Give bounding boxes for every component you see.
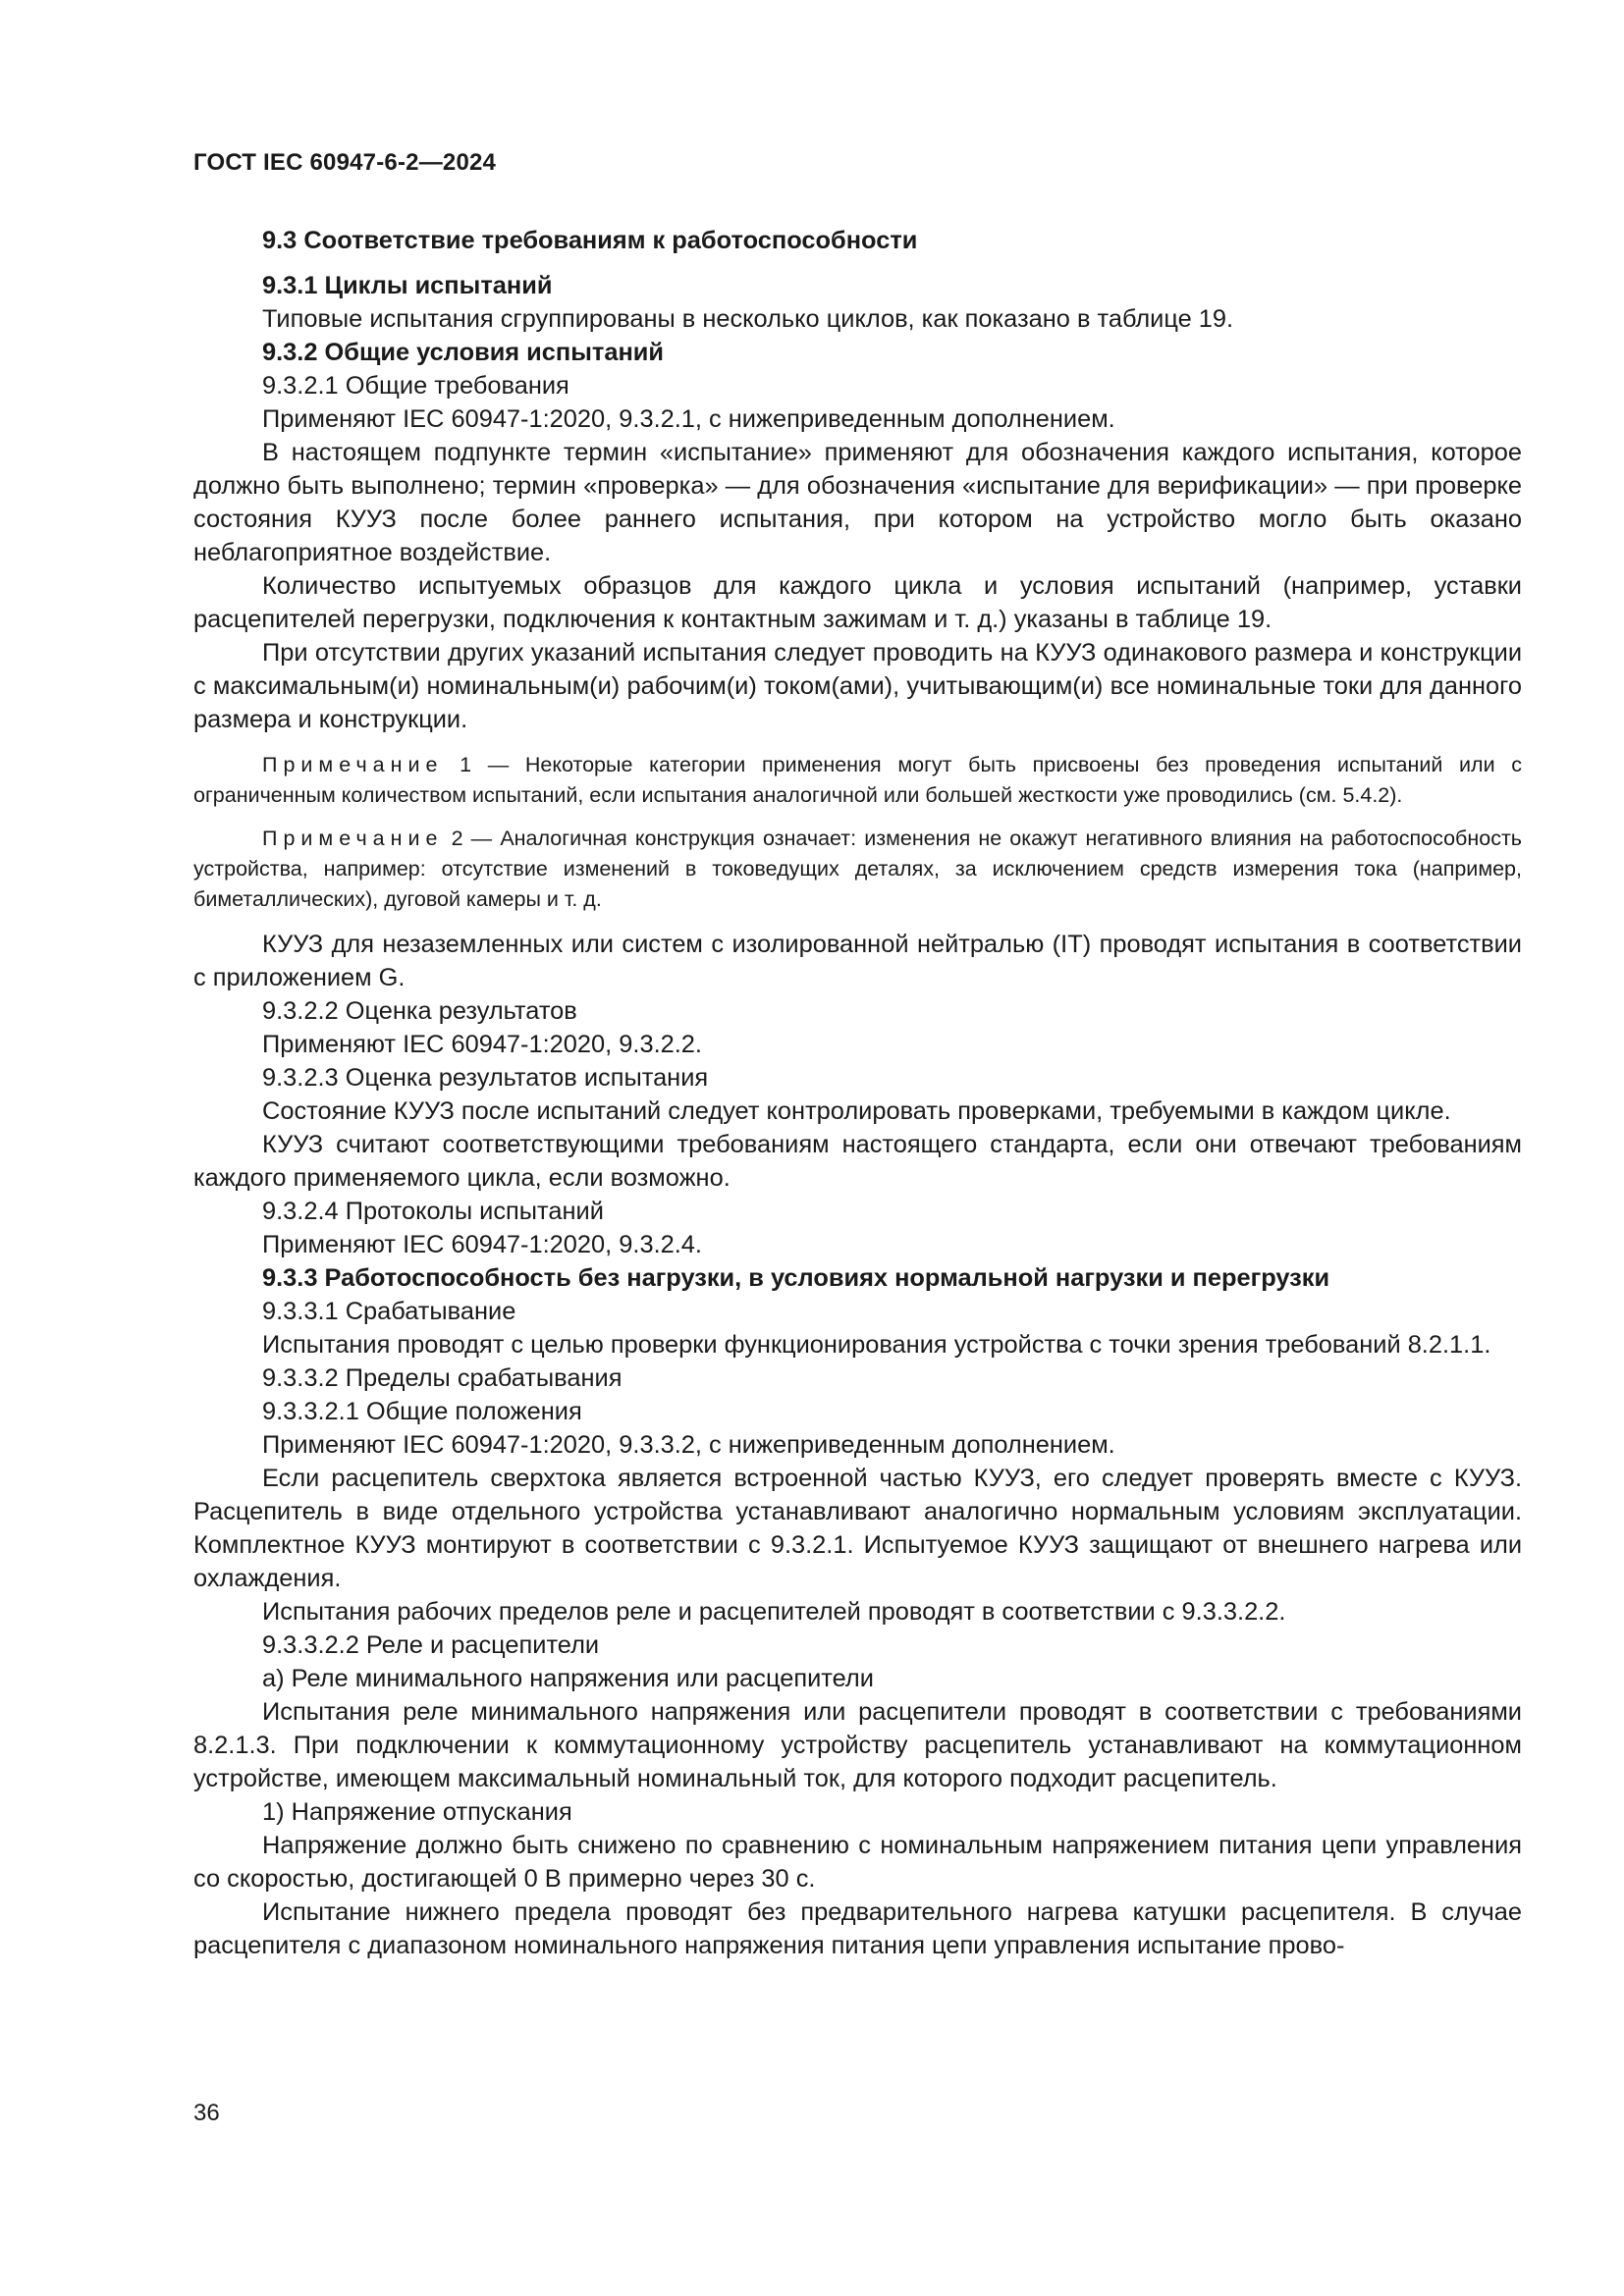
paragraph: Испытания реле минимального напряжения или расцепители проводят в соответствии с требованиями 8.2.1.3. При подключении к коммутационному устройству расцепитель устанавливают на коммутационном устройстве, имеющем максимальный номинальный ток, для которого подходит расцепитель. [193, 1698, 1522, 1792]
section-9-3-2-heading: 9.3.2 Общие условия испытаний [262, 339, 665, 366]
paragraph: Применяют IEC 60947-1:2020, 9.3.3.2, с нижеприведенным дополнением. [262, 1431, 1115, 1459]
paragraph: Испытания рабочих пределов реле и расцепителей проводят в соответствии с 9.3.3.2.2. [262, 1598, 1286, 1626]
paragraph: КУУЗ считают соответствующими требованиям настоящего стандарта, если они отвечают требованиям каждого применяемого цикла, если возможно. [193, 1131, 1522, 1192]
subsection-title: 9.3.3.2.1 Общие положения [262, 1398, 582, 1425]
note-2 [193, 824, 1522, 915]
paragraph: В настоящем подпункте термин «испытание» применяют для обозначения каждого испытания, которое должно быть выполнено; термин «проверка» — для обозначения «испытание для верификации» — при проверке состояния КУУЗ после более раннего испытания, при котором на устройство могло быть оказано неблагоприятное воздействие. [193, 439, 1522, 566]
paragraph: Применяют IEC 60947-1:2020, 9.3.2.2. [262, 1031, 702, 1058]
page-number: 36 [193, 2100, 220, 2126]
paragraph: Применяют IEC 60947-1:2020, 9.3.2.4. [262, 1231, 702, 1258]
paragraph: Испытания проводят с целью проверки функционирования устройства с точки зрения требований 8.2.1.1. [262, 1331, 1491, 1359]
subsection-title: 9.3.3.2 Пределы срабатывания [262, 1364, 623, 1392]
note-label: Примечание [262, 753, 444, 776]
subsection-title: 9.3.2.3 Оценка результатов испытания [262, 1064, 709, 1092]
paragraph: При отсутствии других указаний испытания следует проводить на КУУЗ одинакового размера и конструкции с максимальным(и) номинальным(и) рабочим(и) током(ами), учитывающим(и) все номинальные токи для данного размера и конструкции. [193, 639, 1522, 733]
paragraph: Состояние КУУЗ после испытаний следует контролировать проверками, требуемыми в каждом цикле. [262, 1097, 1451, 1125]
list-item-title: а) Реле минимального напряжения или расцепители [262, 1665, 874, 1692]
paragraph: Типовые испытания сгруппированы в несколько циклов, как показано в таблице 19. [262, 305, 1234, 333]
subsection-title: 9.3.2.1 Общие требования [262, 372, 569, 400]
list-item-title: 1) Напряжение отпускания [262, 1798, 572, 1826]
page-body [193, 224, 1522, 1962]
subsection-title: 9.3.2.4 Протоколы испытаний [262, 1198, 604, 1225]
document-header: ГОСТ IEC 60947-6-2—2024 [193, 149, 497, 176]
paragraph: Количество испытуемых образцов для каждого цикла и условия испытаний (например, уставки расцепителей перегрузки, подключения к контактным зажимам и т. д.) указаны в таблице 19. [193, 572, 1522, 633]
subsection-title: 9.3.3.2.2 Реле и расцепители [262, 1631, 600, 1659]
paragraph: Применяют IEC 60947-1:2020, 9.3.2.1, с нижеприведенным дополнением. [262, 405, 1115, 433]
paragraph: КУУЗ для незаземленных или систем с изолированной нейтралью (IT) проводят испытания в соответствии с приложением G. [193, 931, 1522, 991]
paragraph: Напряжение должно быть снижено по сравнению с номинальным напряжением питания цепи управления со скоростью, достигающей 0 В примерно через 30 с. [193, 1832, 1522, 1893]
note-label: Примечание [262, 827, 444, 850]
section-9-3-3-heading: 9.3.3 Работоспособность без нагрузки, в условиях нормальной нагрузки и перегрузки [262, 1264, 1330, 1292]
section-9-3-heading: 9.3 Соответствие требованиям к работоспособности [262, 227, 918, 254]
paragraph: Если расцепитель сверхтока является встроенной частью КУУЗ, его следует проверять вместе с КУУЗ. Расцепитель в виде отдельного устройства устанавливают аналогично нормальным условиям эксплуатации. Комплектное КУУЗ монтируют в соответствии с 9.3.2.1. Испытуемое КУУЗ защищают от внешнего нагрева или охлаждения. [193, 1465, 1522, 1592]
note-text: 1 — Некоторые категории применения могут быть присвоены без проведения испытаний или с ограниченным количеством испытаний, если испытания аналогичной или большей жесткости уже проводились (см. 5.4.2). [193, 753, 1522, 807]
paragraph: Испытание нижнего предела проводят без предварительного нагрева катушки расцепителя. В случае расцепителя с диапазоном номинального напряжения питания цепи управления испытание прово- [193, 1898, 1522, 1959]
subsection-title: 9.3.3.1 Срабатывание [262, 1298, 516, 1325]
section-9-3-1-heading: 9.3.1 Циклы испытаний [262, 272, 553, 299]
subsection-title: 9.3.2.2 Оценка результатов [262, 997, 577, 1025]
note-1 [193, 750, 1522, 811]
note-text: 2 — Аналогичная конструкция означает: изменения не окажут негативного влияния на работоспособность устройства, например: отсутствие изменений в токоведущих деталях, за исключением средств измерения тока (например, биметаллических), дуговой камеры и т. д. [193, 827, 1522, 911]
